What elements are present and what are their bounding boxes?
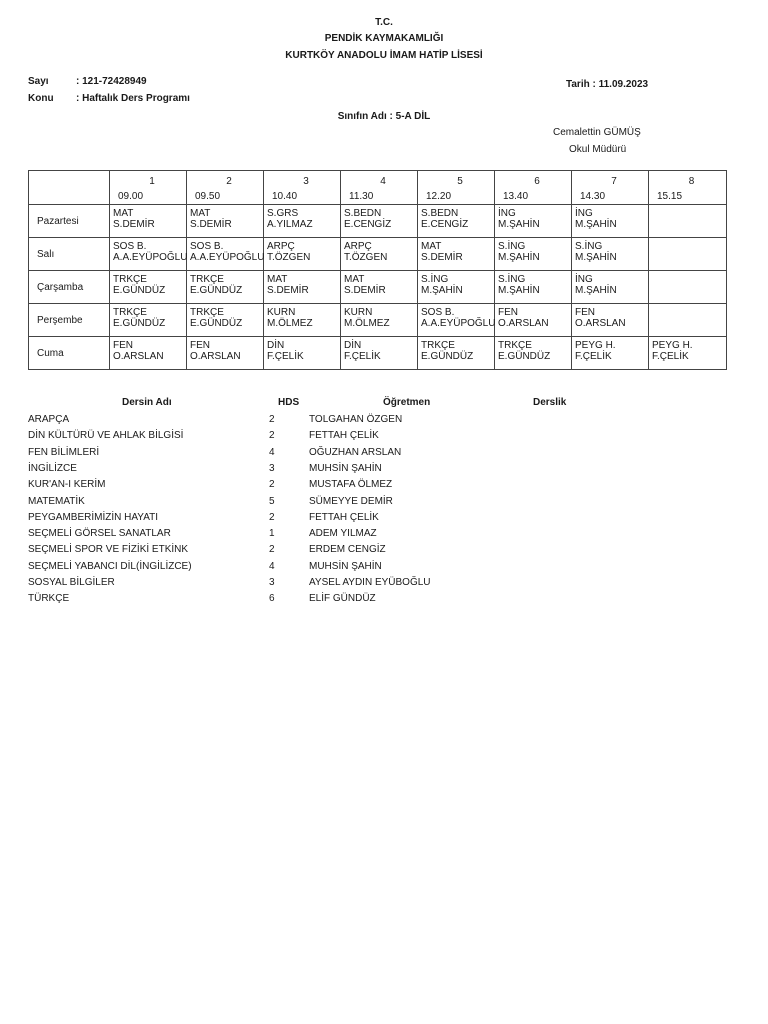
period-time: 09.50	[195, 191, 221, 202]
room-header: Derslik	[533, 397, 567, 408]
lesson-row	[0, 414, 768, 430]
cell-subject: FEN	[498, 307, 518, 318]
lesson-name: MATEMATİK	[28, 495, 85, 507]
day-label: Cuma	[29, 337, 110, 370]
lesson-teacher: ADEM YILMAZ	[309, 528, 377, 540]
cell-teacher: E.GÜNDÜZ	[113, 318, 166, 329]
cell-subject: FEN	[113, 340, 133, 351]
cell-subject: SOS B.	[113, 241, 147, 252]
cell-teacher: M.ŞAHİN	[498, 219, 540, 230]
lesson-name: FEN BİLİMLERİ	[28, 446, 100, 458]
lesson-cell	[187, 205, 264, 238]
lesson-hds: 1	[269, 528, 275, 540]
lesson-cell	[187, 337, 264, 370]
period-number: 7	[611, 176, 617, 187]
lesson-cell	[572, 205, 649, 238]
cell-subject	[649, 205, 726, 208]
cell-subject	[649, 238, 726, 241]
lesson-row	[0, 496, 768, 512]
lesson-name: KUR'AN-I KERİM	[28, 479, 106, 491]
schedule-row	[29, 238, 727, 271]
schedule-row	[29, 304, 727, 337]
cell-teacher: O.ARSLAN	[498, 318, 549, 329]
class-title: Sınıfın Adı : 5-A DİL	[337, 111, 431, 122]
period-header-cell	[341, 171, 418, 205]
period-number: 4	[380, 176, 386, 187]
lesson-cell	[649, 238, 727, 271]
cell-subject: TRKÇE	[190, 274, 224, 285]
lesson-cell	[495, 238, 572, 271]
cell-subject: KURN	[267, 307, 296, 318]
cell-teacher: M.ŞAHİN	[575, 285, 617, 296]
cell-teacher: E.GÜNDÜZ	[190, 285, 243, 296]
lesson-teacher: MUHSİN ŞAHİN	[309, 462, 382, 474]
lesson-name: SEÇMELİ YABANCI DİL(İNGİLİZCE)	[28, 560, 192, 572]
lesson-cell	[110, 304, 187, 337]
period-number: 1	[149, 176, 155, 187]
lesson-hds: 3	[269, 577, 275, 588]
lesson-hds: 4	[269, 446, 275, 458]
lesson-cell	[264, 271, 341, 304]
cell-subject: FEN	[575, 307, 595, 318]
period-header-cell	[418, 171, 495, 205]
lesson-row	[0, 512, 768, 528]
cell-subject: MAT	[344, 274, 365, 285]
date-value: Tarih : 11.09.2023	[566, 79, 649, 90]
lesson-cell	[341, 238, 418, 271]
cell-subject: S.İNG	[575, 241, 603, 252]
period-number: 3	[303, 176, 309, 187]
lesson-hds: 6	[269, 593, 275, 605]
lesson-row	[0, 528, 768, 544]
cell-teacher: M.ŞAHİN	[498, 252, 540, 263]
lesson-teacher: ELİF GÜNDÜZ	[309, 593, 376, 605]
cell-subject: SOS B.	[421, 307, 455, 318]
cell-teacher: M.ÖLMEZ	[344, 318, 390, 329]
day-label: Çarşamba	[29, 271, 110, 304]
cell-subject: MAT	[113, 208, 134, 219]
table-corner-cell	[29, 171, 110, 205]
lesson-teacher: FETTAH ÇELİK	[309, 430, 379, 442]
cell-teacher: E.GÜNDÜZ	[190, 318, 243, 329]
period-time: 09.00	[118, 191, 144, 202]
period-number: 5	[457, 176, 463, 187]
lesson-row	[0, 463, 768, 479]
cell-subject: S.İNG	[498, 274, 526, 285]
cell-subject: S.BEDN	[344, 208, 382, 219]
cell-teacher: M.ÖLMEZ	[267, 318, 313, 329]
lesson-cell	[495, 337, 572, 370]
lesson-name: SEÇMELİ GÖRSEL SANATLAR	[28, 528, 171, 540]
lesson-teacher: MUHSİN ŞAHİN	[309, 560, 382, 572]
lesson-row	[0, 430, 768, 446]
weekly-schedule-table	[28, 170, 727, 370]
cell-teacher: M.ŞAHİN	[421, 285, 463, 296]
cell-teacher: M.ŞAHİN	[575, 219, 617, 230]
cell-teacher: O.ARSLAN	[575, 318, 626, 329]
cell-teacher: A.YILMAZ	[267, 219, 313, 230]
lesson-row	[0, 447, 768, 463]
lesson-cell	[649, 205, 727, 238]
lesson-cell	[341, 337, 418, 370]
lesson-cell	[110, 337, 187, 370]
lesson-cell	[187, 304, 264, 337]
period-number: 2	[226, 176, 232, 187]
cell-subject: İNG	[575, 274, 593, 285]
cell-subject: S.GRS	[267, 208, 299, 219]
lesson-name: DİN KÜLTÜRÜ VE AHLAK BİLGİSİ	[28, 430, 184, 442]
cell-subject: DİN	[344, 340, 362, 351]
period-time: 13.40	[503, 191, 529, 202]
cell-teacher: M.ŞAHİN	[498, 285, 540, 296]
cell-teacher: F.ÇELİK	[652, 351, 689, 362]
cell-teacher: E.GÜNDÜZ	[421, 351, 474, 362]
cell-teacher: T.ÖZGEN	[267, 252, 311, 263]
cell-teacher: T.ÖZGEN	[344, 252, 388, 263]
cell-subject: TRKÇE	[113, 307, 147, 318]
cell-teacher: S.DEMİR	[267, 285, 309, 296]
lesson-row	[0, 561, 768, 577]
header-line-district: PENDİK KAYMAKAMLIĞI	[324, 33, 444, 44]
lesson-row	[0, 577, 768, 593]
lesson-cell	[495, 205, 572, 238]
lesson-cell	[187, 271, 264, 304]
cell-teacher: A.A.EYÜPOĞLU	[421, 318, 496, 329]
lesson-name: ARAPÇA	[28, 414, 70, 425]
period-time: 12.20	[426, 191, 452, 202]
lesson-name: SOSYAL BİLGİLER	[28, 577, 115, 588]
lesson-hds: 2	[269, 479, 275, 491]
lesson-name: SEÇMELİ SPOR VE FİZİKİ ETKİNK	[28, 544, 189, 556]
lesson-cell	[418, 337, 495, 370]
cell-subject: PEYG H.	[575, 340, 616, 351]
period-number: 6	[534, 176, 540, 187]
sayi-label: Sayı	[28, 76, 49, 87]
period-header-cell	[264, 171, 341, 205]
period-time: 14.30	[580, 191, 606, 202]
day-label: Salı	[29, 238, 110, 271]
lesson-cell	[572, 337, 649, 370]
cell-teacher: F.ÇELİK	[267, 351, 304, 362]
lesson-teacher: AYSEL AYDIN EYÜBOĞLU	[309, 577, 431, 588]
lesson-teacher: SÜMEYYE DEMİR	[309, 495, 393, 507]
cell-subject: PEYG H.	[652, 340, 693, 351]
lesson-cell	[572, 238, 649, 271]
principal-title: Okul Müdürü	[569, 144, 627, 155]
cell-teacher: S.DEMİR	[113, 219, 155, 230]
period-header-cell	[187, 171, 264, 205]
lesson-cell	[110, 271, 187, 304]
lesson-name: İNGİLİZCE	[28, 462, 77, 474]
cell-teacher: E.GÜNDÜZ	[498, 351, 551, 362]
cell-teacher: M.ŞAHİN	[575, 252, 617, 263]
cell-subject: DİN	[267, 340, 285, 351]
lesson-teacher: FETTAH ÇELİK	[309, 511, 379, 523]
period-header-cell	[649, 171, 727, 205]
lesson-cell	[110, 238, 187, 271]
lesson-cell	[418, 238, 495, 271]
lesson-cell	[649, 271, 727, 304]
lesson-cell	[572, 304, 649, 337]
lesson-row	[0, 593, 768, 609]
lesson-cell	[264, 238, 341, 271]
lesson-cell	[264, 337, 341, 370]
lesson-name-header: Dersin Adı	[122, 397, 172, 408]
cell-teacher: S.DEMİR	[421, 252, 463, 263]
cell-subject	[649, 304, 726, 307]
lesson-hds: 2	[269, 430, 275, 442]
cell-subject: MAT	[267, 274, 288, 285]
schedule-row	[29, 205, 727, 238]
schedule-row	[29, 337, 727, 370]
cell-subject: KURN	[344, 307, 373, 318]
cell-teacher: A.A.EYÜPOĞLU	[190, 252, 265, 263]
konu-label: Konu	[28, 93, 54, 104]
lesson-name: TÜRKÇE	[28, 593, 70, 605]
cell-subject: MAT	[190, 208, 211, 219]
cell-teacher: F.ÇELİK	[575, 351, 612, 362]
lesson-teacher: OĞUZHAN ARSLAN	[309, 446, 402, 458]
period-header-cell	[572, 171, 649, 205]
period-header-cell	[110, 171, 187, 205]
cell-teacher: E.CENGİZ	[344, 219, 392, 230]
lesson-row	[0, 479, 768, 495]
period-number: 8	[688, 176, 695, 187]
period-time: 11.30	[349, 191, 374, 202]
cell-subject: TRKÇE	[498, 340, 532, 351]
cell-teacher: A.A.EYÜPOĞLU	[113, 252, 188, 263]
lesson-cell	[572, 271, 649, 304]
day-label: Perşembe	[29, 304, 110, 337]
cell-subject: TRKÇE	[113, 274, 147, 285]
header-line-tc: T.C.	[375, 17, 393, 28]
day-label: Pazartesi	[29, 205, 110, 238]
lesson-cell	[110, 205, 187, 238]
lesson-cell	[418, 304, 495, 337]
lesson-hds: 4	[269, 560, 275, 572]
teacher-header: Öğretmen	[383, 397, 431, 408]
lesson-cell	[187, 238, 264, 271]
lesson-hds: 3	[269, 462, 275, 474]
lesson-cell	[495, 304, 572, 337]
period-header-cell	[495, 171, 572, 205]
cell-subject: FEN	[190, 340, 210, 351]
schedule-row	[29, 271, 727, 304]
lesson-cell	[649, 337, 727, 370]
cell-teacher: O.ARSLAN	[190, 351, 241, 362]
hds-header: HDS	[278, 397, 300, 408]
cell-subject: S.İNG	[498, 241, 526, 252]
cell-teacher: E.GÜNDÜZ	[113, 285, 166, 296]
principal-name: Cemalettin GÜMÜŞ	[553, 127, 641, 138]
lesson-cell	[341, 304, 418, 337]
lesson-teacher: ERDEM CENGİZ	[309, 544, 386, 556]
cell-teacher: E.CENGİZ	[421, 219, 469, 230]
cell-subject: S.İNG	[421, 274, 449, 285]
lesson-hds: 5	[269, 495, 275, 507]
cell-subject: İNG	[498, 208, 516, 219]
lesson-cell	[418, 205, 495, 238]
cell-subject: ARPÇ	[267, 241, 295, 252]
lesson-cell	[264, 205, 341, 238]
lesson-cell	[418, 271, 495, 304]
period-time: 15.15	[657, 191, 683, 202]
cell-subject: SOS B.	[190, 241, 224, 252]
lesson-hds: 2	[269, 511, 275, 523]
cell-subject: TRKÇE	[190, 307, 224, 318]
cell-subject: TRKÇE	[421, 340, 455, 351]
cell-teacher: S.DEMİR	[190, 219, 232, 230]
cell-subject	[649, 271, 726, 274]
lesson-name: PEYGAMBERİMİZİN HAYATI	[28, 511, 159, 523]
lesson-cell	[341, 205, 418, 238]
lesson-hds: 2	[269, 544, 275, 556]
cell-teacher: O.ARSLAN	[113, 351, 164, 362]
cell-subject: İNG	[575, 208, 593, 219]
lesson-row	[0, 544, 768, 560]
lesson-teacher: MUSTAFA ÖLMEZ	[309, 479, 393, 491]
cell-subject: MAT	[421, 241, 442, 252]
cell-teacher: S.DEMİR	[344, 285, 386, 296]
cell-teacher: F.ÇELİK	[344, 351, 381, 362]
period-time: 10.40	[272, 191, 298, 202]
cell-subject: ARPÇ	[344, 241, 372, 252]
lesson-cell	[341, 271, 418, 304]
table-header-row	[29, 171, 727, 205]
header-line-school: KURTKÖY ANADOLU İMAM HATİP LİSESİ	[285, 50, 483, 61]
lesson-cell	[495, 271, 572, 304]
lesson-hds: 2	[269, 414, 275, 425]
cell-subject: S.BEDN	[421, 208, 459, 219]
lesson-teacher: TOLGAHAN ÖZGEN	[309, 414, 403, 425]
lesson-cell	[649, 304, 727, 337]
sayi-value: : 121-72428949	[76, 76, 147, 87]
konu-value: : Haftalık Ders Programı	[76, 93, 190, 104]
lesson-cell	[264, 304, 341, 337]
